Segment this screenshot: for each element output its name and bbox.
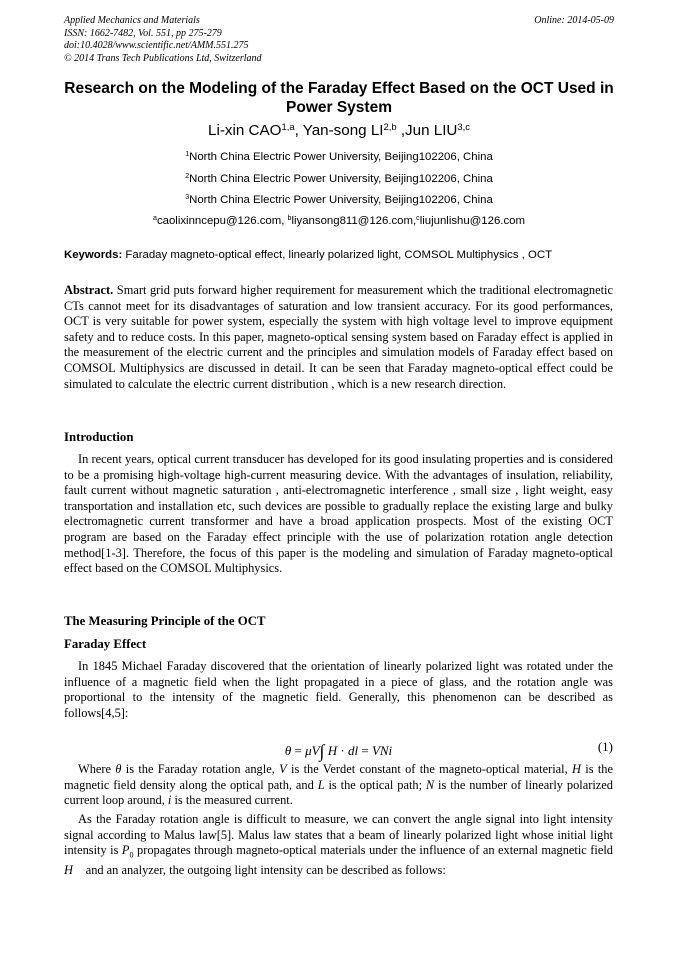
eq-equals: = xyxy=(358,743,372,758)
author-name: Yan-song LI xyxy=(302,122,384,139)
affiliation-mark: 1 xyxy=(185,151,190,159)
online-date: Online: 2014-05-09 xyxy=(534,15,614,26)
email-address: liujunlishu@126.com xyxy=(419,215,525,227)
intro-paragraph: In recent years, optical current transducer has developed for its good insulating properties and is considered to be a promising high-voltage high-current measuring device. With the advantages of insulation, reliability, fault current without magnetic saturation , anti-electromagnetic interference , small size , light weight, easy transportation and installation etc, such devices are possible to gradually replace the existing large and bulky electromagnetic current transformer and have a broad application prospects. Most of the existing OCT program are based on the Faraday effect principle with the use of polarization rotation angle detection method[1-3]. Therefore, the focus of this paper is the modeling and simulation of Faraday magneto-optical effect based on the COMSOL Multiphysics. xyxy=(64,452,613,576)
var-l: L xyxy=(317,777,325,792)
author-name: Jun LIU xyxy=(405,122,458,139)
issn-line: ISSN: 1662-7482, Vol. 551, pp 275-279 xyxy=(64,27,222,39)
eq-equals: = xyxy=(291,743,306,758)
text-run: propagates through magneto-optical materials under the influence of an external magnetic field xyxy=(133,843,613,858)
affiliation-text: North China Electric Power University, Beijing102206, China xyxy=(189,173,493,185)
text-run: is the measured current. xyxy=(171,793,293,808)
equation-1 xyxy=(64,739,613,759)
author-separator: , xyxy=(396,122,406,139)
text-run: Where xyxy=(78,762,116,776)
journal-name: Applied Mechanics and Materials xyxy=(64,15,200,26)
var-n: N xyxy=(425,777,435,792)
affiliation xyxy=(0,193,678,209)
text-run: As the Faraday rotation angle is difficult to measure, we can convert the angle signal into light intensity signal according to Malus law[5]. Malus law states that a beam of linearly polarized light whose initial light intensity is xyxy=(64,812,613,858)
copyright-line: © 2014 Trans Tech Publications Ltd, Switzerland xyxy=(64,52,262,64)
eq-dot: · xyxy=(337,743,348,758)
text-run: is the magnetic field density along the optical path, and xyxy=(64,762,613,792)
keywords xyxy=(64,248,624,262)
author-mark: 1,a xyxy=(281,120,295,132)
var-v: V xyxy=(279,762,287,776)
email-mark: c xyxy=(416,215,420,223)
text-run: is the Faraday rotation angle, xyxy=(121,762,280,776)
author-list xyxy=(0,122,678,141)
email-list xyxy=(0,214,678,230)
eq-mu: μ xyxy=(305,743,312,758)
subsection-heading: Faraday Effect xyxy=(64,637,147,651)
malus-paragraph xyxy=(64,812,613,879)
affiliation-text: North China Electric Power University, Beijing102206, China xyxy=(189,194,493,206)
author-mark: 2,b xyxy=(383,120,397,132)
abstract xyxy=(64,283,613,392)
faraday-paragraph: In 1845 Michael Faraday discovered that the orientation of linearly polarized light was rotated under the influence of a magnetic field when the light propagated in a piece of glass, and the rotation angle was proportional to the intensity of the magnetic field. Generally, this phenomenon can be described as follows[4,5]: xyxy=(64,659,613,720)
section-heading: The Measuring Principle of the OCT xyxy=(64,614,266,628)
var-p: P xyxy=(121,843,130,858)
email-mark: b xyxy=(287,215,292,223)
var-p-subscript: 0 xyxy=(129,850,134,860)
affiliation-mark: 2 xyxy=(185,173,190,181)
abstract-text: Smart grid puts forward higher requirement for measurement which the traditional electromagnetic CTs cannot meet for its disadvantages of saturation and low transient accuracy. For its good performances, OCT is very suitable for power system, especially the system with high voltage level to improve equipment safety and to reduce costs. In this paper, magneto-optical sensing system based on Faraday effect is applied in the measurement of the electric current and the principles and simulation models of Faraday effect based on COMSOL Multiphysics are discussed in detail. It can be seen that Faraday magneto-optical effect could be simulated to calculate the electric current distribution , which is a new research direction. xyxy=(64,283,613,391)
email-mark: a xyxy=(153,215,157,223)
keywords-label: Keywords: xyxy=(64,249,123,261)
var-h: H xyxy=(572,762,581,776)
text-run: is the number of linearly polarized current loop around, xyxy=(64,777,613,808)
eq-h: H xyxy=(327,743,338,758)
text-run: and an analyzer, the outgoing light intensity can be described as follows: xyxy=(82,863,446,878)
var-h-vector: H⃗ xyxy=(64,863,83,878)
section-heading: Introduction xyxy=(64,430,134,444)
var-i: i xyxy=(167,793,172,808)
author-separator: , xyxy=(294,122,303,139)
equation-number: (1) xyxy=(597,739,613,754)
paper-title: Research on the Modeling of the Faraday Effect Based on the OCT Used in Power System xyxy=(64,80,614,116)
eq-theta: θ xyxy=(284,743,292,758)
where-paragraph xyxy=(64,762,613,809)
text-run: is the Verdet constant of the magneto-optical material, xyxy=(286,762,572,776)
equation-body xyxy=(64,739,613,760)
running-header xyxy=(64,15,262,65)
keywords-text: Faraday magneto-optical effect, linearly polarized light, COMSOL Multiphysics , OCT xyxy=(125,249,553,261)
eq-vni: VNi xyxy=(371,743,393,758)
doi-line: doi:10.4028/www.scientific.net/AMM.551.275 xyxy=(64,40,249,51)
author-mark: 3,c xyxy=(457,120,470,132)
eq-v: V xyxy=(311,743,320,758)
affiliation-text: North China Electric Power University, Beijing102206, China xyxy=(189,151,493,163)
var-theta: θ xyxy=(115,762,122,776)
text-run: is the optical path; xyxy=(324,777,426,792)
author-name: Li-xin CAO xyxy=(208,122,282,139)
email-address: caolixinncepu@126.com, xyxy=(156,215,288,227)
abstract-label: Abstract. xyxy=(64,283,114,297)
integral-icon: ∫ xyxy=(319,741,325,761)
affiliation xyxy=(0,172,678,188)
eq-dl: dl xyxy=(347,743,359,758)
affiliation xyxy=(0,150,678,166)
email-address: liyansong811@126.com, xyxy=(291,215,417,227)
affiliation-mark: 3 xyxy=(185,194,190,202)
